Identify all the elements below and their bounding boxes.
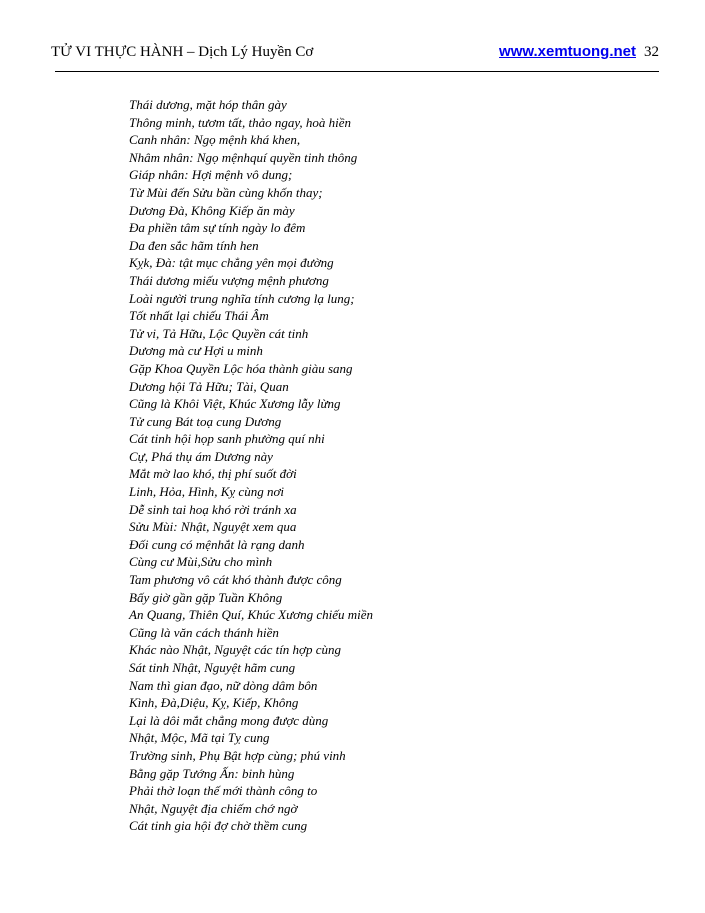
poem-line: Nam thì gian đạo, nữ dòng dâm bôn <box>129 677 318 693</box>
poem-line: Dương hội Tả Hữu; Tài, Quan <box>129 378 289 394</box>
poem-line: Thông minh, tươm tất, thảo ngay, hoà hiền <box>129 114 352 130</box>
poem-line: An Quang, Thiên Quí, Khúc Xương chiếu miền <box>129 607 374 623</box>
poem-line: Khác nào Nhật, Nguyệt các tín hợp cùng <box>129 642 342 658</box>
document-title: TỬ VI THỰC HÀNH – Dịch Lý Huyền Cơ <box>51 44 314 60</box>
poem-line: Đối cung có mệnhắt là rạng danh <box>129 536 305 552</box>
poem-line: Gặp Khoa Quyền Lộc hóa thành giàu sang <box>129 360 353 376</box>
header-divider <box>55 71 659 72</box>
poem-line: Từ Mùi đến Sửu bần cùng khốn thay; <box>129 184 323 200</box>
poem-line: Tử vi, Tả Hữu, Lộc Quyền cát tinh <box>129 325 309 341</box>
poem-line: Tử cung Bát toạ cung Dương <box>129 413 282 429</box>
poem-line: Cũng là văn cách thánh hiền <box>129 624 279 640</box>
poem-line: Dễ sinh tai hoạ khó rời tránh xa <box>129 501 297 517</box>
website-link[interactable]: www.xemtuong.net <box>499 43 636 60</box>
page-header <box>51 42 659 64</box>
poem-line: Sát tinh Nhật, Nguyệt hãm cung <box>129 660 296 675</box>
poem-line: Kỵk, Đà: tật mục chẳng yên mọi đường <box>129 255 334 271</box>
poem-line: Bấy giờ gần gặp Tuần Không <box>129 589 283 605</box>
poem-line: Cự, Phá thụ ám Dương này <box>129 448 273 464</box>
poem-line: Giáp nhân: Hợi mệnh vô dung; <box>129 167 293 183</box>
poem-line: Da đen sắc hãm tính hen <box>129 237 259 253</box>
poem-line: Sửu Mùi: Nhật, Nguyệt xem qua <box>129 519 297 535</box>
poem-line: Cát tinh gia hội đợ chờ thềm cung <box>129 818 308 834</box>
header-right <box>499 42 659 62</box>
poem-line: Dương Đà, Không Kiếp ăn mày <box>129 202 295 218</box>
poem-line: Tốt nhất lại chiếu Thái Âm <box>129 308 269 324</box>
poem-line: Thái dương, mặt hóp thân gày <box>129 97 287 112</box>
poem-line: Bằng gặp Tướng Ấn: binh hùng <box>129 765 295 781</box>
poem-line: Đa phiền tâm sự tính ngày lo đêm <box>129 220 306 236</box>
poem-line: Dương mà cư Hợi u minh <box>129 343 263 359</box>
poem-line: Trường sinh, Phụ Bật hợp cùng; phú vinh <box>129 747 346 763</box>
poem-line: Cát tinh hội họp sanh phường quí nhi <box>129 431 325 447</box>
poem-line: Lại là dôi mắt chẳng mong được dùng <box>129 712 329 728</box>
poem-line: Kình, Đà,Diệu, Kỵ, Kiếp, Không <box>129 695 299 711</box>
poem-line: Linh, Hỏa, Hình, Kỵ cùng nơi <box>129 484 284 500</box>
poem-text <box>129 96 373 835</box>
poem-line: Cùng cư Mùi,Sửu cho mình <box>129 554 273 570</box>
poem-line: Nhật, Mộc, Mã tại Tỵ cung <box>129 730 270 746</box>
poem-line: Phải thờ loạn thế mới thành công to <box>129 783 318 799</box>
poem-line: Tam phương vô cát khó thành được công <box>129 572 342 588</box>
poem-line: Loài người trung nghĩa tính cương lạ lung; <box>129 290 355 306</box>
poem-line: Cũng là Khôi Việt, Khúc Xương lẫy lừng <box>129 396 341 412</box>
poem-line: Nhâm nhân: Ngọ mệnhquí quyền tinh thông <box>129 149 358 165</box>
page-number: 32 <box>644 44 659 60</box>
poem-line: Thái dương miếu vượng mệnh phương <box>129 272 329 288</box>
poem-line: Nhật, Nguyệt địa chiếm chớ ngờ <box>129 800 298 816</box>
poem-line: Mắt mờ lao khó, thị phí suốt đời <box>129 466 297 482</box>
poem-line: Canh nhân: Ngọ mệnh khá khen, <box>129 132 301 148</box>
